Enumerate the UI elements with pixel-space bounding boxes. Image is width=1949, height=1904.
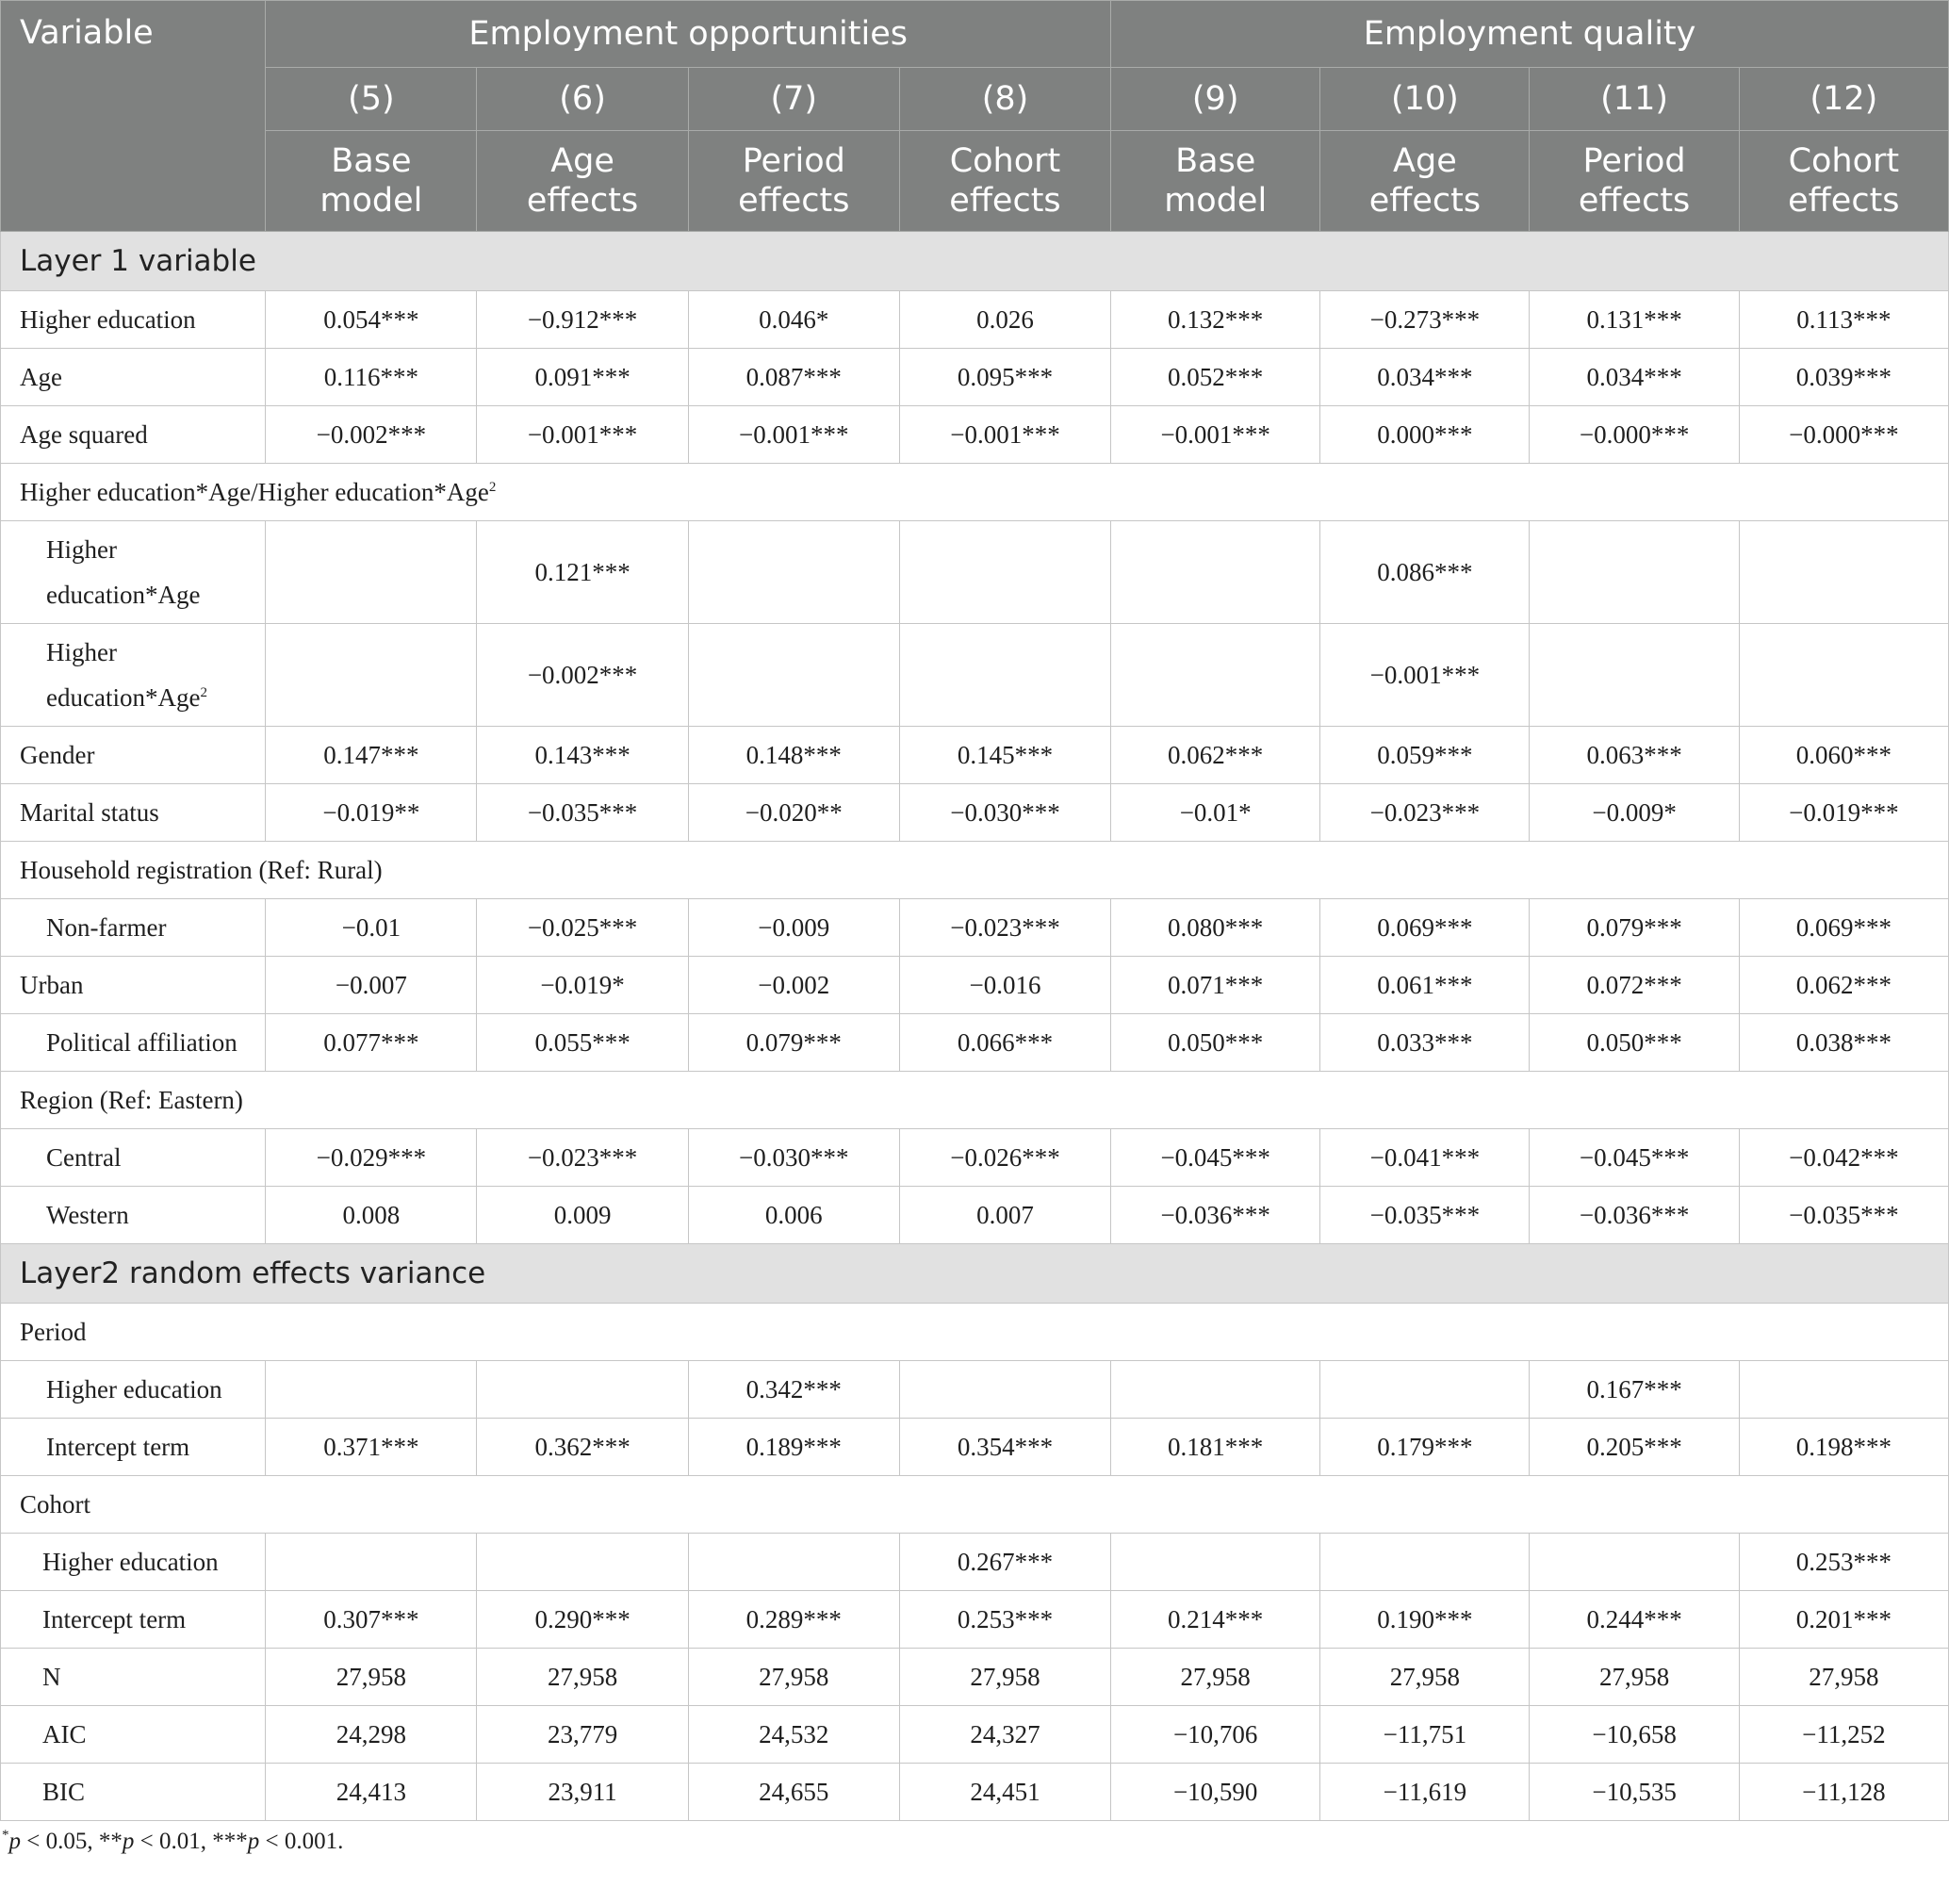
- table-cell: 27,958: [1320, 1649, 1530, 1706]
- table-cell: 0.062***: [1739, 957, 1948, 1014]
- table-cell: −0.045***: [1111, 1129, 1320, 1187]
- table-cell: 0.190***: [1320, 1591, 1530, 1649]
- table-cell: 0.371***: [266, 1419, 477, 1476]
- table-cell: −0.001***: [688, 406, 899, 464]
- table-cell: 24,298: [266, 1706, 477, 1764]
- row-label: BIC: [1, 1764, 266, 1821]
- table-row: [1, 521, 1949, 624]
- row-label: Political affiliation: [1, 1014, 266, 1072]
- table-cell: −0.036***: [1530, 1187, 1739, 1244]
- table-cell: 0.131***: [1530, 291, 1739, 349]
- row-label: AIC: [1, 1706, 266, 1764]
- table-cell: 0.244***: [1530, 1591, 1739, 1649]
- table-row: [1, 1764, 1949, 1821]
- table-cell: 27,958: [266, 1649, 477, 1706]
- header-row-model-numbers: [1, 68, 1949, 131]
- table-row: [1, 406, 1949, 464]
- table-header: [1, 1, 1949, 232]
- table-cell: [1530, 521, 1739, 624]
- row-label: Western: [1, 1187, 266, 1244]
- row-label: Marital status: [1, 784, 266, 842]
- table-cell: −0.023***: [1320, 784, 1530, 842]
- table-cell: −11,751: [1320, 1706, 1530, 1764]
- table-cell: [266, 1534, 477, 1591]
- table-cell: −0.041***: [1320, 1129, 1530, 1187]
- table-cell: 0.143***: [477, 727, 688, 784]
- table-cell: 0.167***: [1530, 1361, 1739, 1419]
- table-row: [1, 349, 1949, 406]
- section-row-layer1: [1, 232, 1949, 291]
- household-subheading: Household registration (Ref: Rural): [1, 842, 1949, 899]
- table-cell: 24,655: [688, 1764, 899, 1821]
- table-cell: 0.052***: [1111, 349, 1320, 406]
- table-cell: 0.009: [477, 1187, 688, 1244]
- table-cell: −0.025***: [477, 899, 688, 957]
- section-heading: Layer 1 variable: [1, 232, 1949, 291]
- table-cell: −11,619: [1320, 1764, 1530, 1821]
- table-row: [1, 1187, 1949, 1244]
- table-cell: 0.007: [899, 1187, 1110, 1244]
- table-cell: [1111, 521, 1320, 624]
- table-cell: [688, 1534, 899, 1591]
- table-row: [1, 1591, 1949, 1649]
- table-cell: [1111, 1534, 1320, 1591]
- table-cell: −10,590: [1111, 1764, 1320, 1821]
- employment-quality-header: Employment quality: [1111, 1, 1949, 68]
- table-cell: −0.01: [266, 899, 477, 957]
- table-cell: [899, 521, 1110, 624]
- row-label: N: [1, 1649, 266, 1706]
- cohort-subheading: Cohort: [1, 1476, 1949, 1534]
- table-cell: −0.030***: [899, 784, 1110, 842]
- row-label: Age squared: [1, 406, 266, 464]
- table-cell: −0.002***: [266, 406, 477, 464]
- table-cell: 0.066***: [899, 1014, 1110, 1072]
- table-cell: 0.087***: [688, 349, 899, 406]
- table-cell: 0.179***: [1320, 1419, 1530, 1476]
- table-cell: 0.289***: [688, 1591, 899, 1649]
- table-cell: [1320, 1361, 1530, 1419]
- table-cell: −10,535: [1530, 1764, 1739, 1821]
- table-cell: [266, 1361, 477, 1419]
- table-cell: 0.077***: [266, 1014, 477, 1072]
- table-cell: 24,532: [688, 1706, 899, 1764]
- period-subheading: Period: [1, 1304, 1949, 1361]
- table-cell: −0.001***: [477, 406, 688, 464]
- table-cell: 0.059***: [1320, 727, 1530, 784]
- subheading-row: [1, 1476, 1949, 1534]
- table-cell: 0.026: [899, 291, 1110, 349]
- table-cell: 0.034***: [1530, 349, 1739, 406]
- table-cell: 0.121***: [477, 521, 688, 624]
- table-row: [1, 1419, 1949, 1476]
- row-label: Urban: [1, 957, 266, 1014]
- table-cell: 24,451: [899, 1764, 1110, 1821]
- table-row: [1, 1361, 1949, 1419]
- table-cell: 27,958: [688, 1649, 899, 1706]
- table-cell: [899, 624, 1110, 727]
- row-label: Intercept term: [1, 1591, 266, 1649]
- table-cell: −0.019***: [1739, 784, 1948, 842]
- table-cell: 23,911: [477, 1764, 688, 1821]
- table-cell: −0.007: [266, 957, 477, 1014]
- table-cell: −10,658: [1530, 1706, 1739, 1764]
- table-cell: 0.354***: [899, 1419, 1110, 1476]
- table-cell: 0.362***: [477, 1419, 688, 1476]
- header-row-groups: [1, 1, 1949, 68]
- table-cell: 0.145***: [899, 727, 1110, 784]
- table-cell: −0.042***: [1739, 1129, 1948, 1187]
- table-cell: 24,413: [266, 1764, 477, 1821]
- table-cell: [1320, 1534, 1530, 1591]
- significance-footnote: *p < 0.05, **p < 0.01, ***p < 0.001.: [2, 1828, 344, 1854]
- table-cell: [688, 521, 899, 624]
- table-cell: 0.079***: [1530, 899, 1739, 957]
- table-cell: −0.029***: [266, 1129, 477, 1187]
- row-label: Higher education: [1, 1361, 266, 1419]
- table-cell: 0.214***: [1111, 1591, 1320, 1649]
- row-label: Higher education: [1, 1534, 266, 1591]
- table-cell: 0.071***: [1111, 957, 1320, 1014]
- table-cell: 0.342***: [688, 1361, 899, 1419]
- table-cell: −0.035***: [1739, 1187, 1948, 1244]
- table-cell: 0.113***: [1739, 291, 1948, 349]
- table-cell: 0.062***: [1111, 727, 1320, 784]
- table-cell: −0.912***: [477, 291, 688, 349]
- model-name-header: Age effects: [1320, 131, 1530, 232]
- table-cell: 0.095***: [899, 349, 1110, 406]
- table-cell: 0.091***: [477, 349, 688, 406]
- table-cell: −0.036***: [1111, 1187, 1320, 1244]
- row-label: Higher education*Age: [1, 521, 266, 624]
- row-label: Higher education: [1, 291, 266, 349]
- table-cell: −0.01*: [1111, 784, 1320, 842]
- table-cell: −10,706: [1111, 1706, 1320, 1764]
- table-cell: 0.148***: [688, 727, 899, 784]
- employment-opportunities-header: Employment opportunities: [266, 1, 1111, 68]
- table-cell: 0.086***: [1320, 521, 1530, 624]
- subheading-row: [1, 842, 1949, 899]
- table-row: [1, 784, 1949, 842]
- table-cell: 0.189***: [688, 1419, 899, 1476]
- table-cell: 27,958: [1111, 1649, 1320, 1706]
- table-cell: 0.198***: [1739, 1419, 1948, 1476]
- table-cell: −0.026***: [899, 1129, 1110, 1187]
- table-cell: 0.181***: [1111, 1419, 1320, 1476]
- table-cell: 24,327: [899, 1706, 1110, 1764]
- table-cell: 0.000***: [1320, 406, 1530, 464]
- table-cell: 0.072***: [1530, 957, 1739, 1014]
- table-cell: 0.069***: [1739, 899, 1948, 957]
- section-heading: Layer2 random effects variance: [1, 1244, 1949, 1304]
- table-cell: −0.045***: [1530, 1129, 1739, 1187]
- table-row: [1, 899, 1949, 957]
- table-cell: −0.030***: [688, 1129, 899, 1187]
- table-cell: −0.020**: [688, 784, 899, 842]
- table-row: [1, 1534, 1949, 1591]
- table-cell: −0.000***: [1739, 406, 1948, 464]
- row-label: Non-farmer: [1, 899, 266, 957]
- table-cell: −0.035***: [1320, 1187, 1530, 1244]
- table-row: [1, 291, 1949, 349]
- table-cell: −0.016: [899, 957, 1110, 1014]
- table-cell: −0.009: [688, 899, 899, 957]
- table-cell: −11,252: [1739, 1706, 1948, 1764]
- table-cell: 0.116***: [266, 349, 477, 406]
- table-cell: −0.023***: [477, 1129, 688, 1187]
- table-cell: 0.079***: [688, 1014, 899, 1072]
- table-cell: 0.038***: [1739, 1014, 1948, 1072]
- model-number-header: (5): [266, 68, 477, 131]
- table-cell: 27,958: [899, 1649, 1110, 1706]
- table-cell: 0.147***: [266, 727, 477, 784]
- table-cell: [899, 1361, 1110, 1419]
- model-number-header: (9): [1111, 68, 1320, 131]
- table-row: [1, 624, 1949, 727]
- table-cell: [477, 1534, 688, 1591]
- model-number-header: (7): [688, 68, 899, 131]
- table-cell: −0.002: [688, 957, 899, 1014]
- table-cell: [266, 521, 477, 624]
- table-cell: [1530, 1534, 1739, 1591]
- model-name-header: Base model: [1111, 131, 1320, 232]
- row-label: Central: [1, 1129, 266, 1187]
- subheading-row: [1, 1072, 1949, 1129]
- table-body: [1, 232, 1949, 1821]
- table-cell: [1111, 624, 1320, 727]
- table-cell: 0.008: [266, 1187, 477, 1244]
- table-cell: 27,958: [1530, 1649, 1739, 1706]
- table-row: [1, 957, 1949, 1014]
- table-cell: 0.080***: [1111, 899, 1320, 957]
- table-cell: [266, 624, 477, 727]
- table-cell: 0.069***: [1320, 899, 1530, 957]
- table-cell: −0.002***: [477, 624, 688, 727]
- table-cell: 0.063***: [1530, 727, 1739, 784]
- table-row: [1, 1014, 1949, 1072]
- table-cell: 0.046*: [688, 291, 899, 349]
- variable-column-header: Variable: [1, 1, 266, 232]
- table-cell: [1111, 1361, 1320, 1419]
- table-cell: −0.001***: [899, 406, 1110, 464]
- region-subheading: Region (Ref: Eastern): [1, 1072, 1949, 1129]
- table-cell: 0.290***: [477, 1591, 688, 1649]
- table-row: [1, 1706, 1949, 1764]
- table-cell: 0.307***: [266, 1591, 477, 1649]
- row-label: Intercept term: [1, 1419, 266, 1476]
- table-cell: 0.132***: [1111, 291, 1320, 349]
- table-cell: 0.060***: [1739, 727, 1948, 784]
- table-cell: [1739, 624, 1948, 727]
- table-cell: [1739, 1361, 1948, 1419]
- interaction-subheading: Higher education*Age/Higher education*Age$^2$: [1, 464, 1949, 521]
- model-number-header: (6): [477, 68, 688, 131]
- table-cell: −0.019*: [477, 957, 688, 1014]
- model-name-header: Period effects: [1530, 131, 1739, 232]
- table-cell: 0.055***: [477, 1014, 688, 1072]
- table-cell: 27,958: [477, 1649, 688, 1706]
- table-row: [1, 1649, 1949, 1706]
- section-row-layer2: [1, 1244, 1949, 1304]
- model-number-header: (12): [1739, 68, 1948, 131]
- table-cell: [688, 624, 899, 727]
- table-cell: [1739, 521, 1948, 624]
- table-cell: 0.034***: [1320, 349, 1530, 406]
- table-row: [1, 1129, 1949, 1187]
- table-cell: 0.039***: [1739, 349, 1948, 406]
- table-cell: [477, 1361, 688, 1419]
- header-row-model-names: [1, 131, 1949, 232]
- table-cell: 0.205***: [1530, 1419, 1739, 1476]
- table-cell: −11,128: [1739, 1764, 1948, 1821]
- table-cell: 0.061***: [1320, 957, 1530, 1014]
- table-cell: −0.001***: [1111, 406, 1320, 464]
- table-cell: −0.000***: [1530, 406, 1739, 464]
- table-cell: −0.273***: [1320, 291, 1530, 349]
- table-cell: −0.009*: [1530, 784, 1739, 842]
- table-cell: 0.050***: [1111, 1014, 1320, 1072]
- table-cell: 0.006: [688, 1187, 899, 1244]
- model-name-header: Age effects: [477, 131, 688, 232]
- table-cell: −0.023***: [899, 899, 1110, 957]
- table-cell: −0.035***: [477, 784, 688, 842]
- table-cell: [1530, 624, 1739, 727]
- table-cell: 0.253***: [1739, 1534, 1948, 1591]
- row-label: Higher education*Age$^2$: [1, 624, 266, 727]
- model-name-header: Cohort effects: [1739, 131, 1948, 232]
- model-name-header: Cohort effects: [899, 131, 1110, 232]
- table-cell: 0.201***: [1739, 1591, 1948, 1649]
- table-cell: 0.054***: [266, 291, 477, 349]
- table-cell: −0.019**: [266, 784, 477, 842]
- model-name-header: Period effects: [688, 131, 899, 232]
- table-cell: 0.033***: [1320, 1014, 1530, 1072]
- table-cell: −0.001***: [1320, 624, 1530, 727]
- model-number-header: (10): [1320, 68, 1530, 131]
- row-label: Age: [1, 349, 266, 406]
- subheading-row: [1, 1304, 1949, 1361]
- model-number-header: (8): [899, 68, 1110, 131]
- table-cell: 27,958: [1739, 1649, 1948, 1706]
- table-cell: 0.050***: [1530, 1014, 1739, 1072]
- model-number-header: (11): [1530, 68, 1739, 131]
- table-cell: 0.267***: [899, 1534, 1110, 1591]
- table-cell: 23,779: [477, 1706, 688, 1764]
- subheading-row: [1, 464, 1949, 521]
- row-label: Gender: [1, 727, 266, 784]
- table-cell: 0.253***: [899, 1591, 1110, 1649]
- table-row: [1, 727, 1949, 784]
- model-name-header: Base model: [266, 131, 477, 232]
